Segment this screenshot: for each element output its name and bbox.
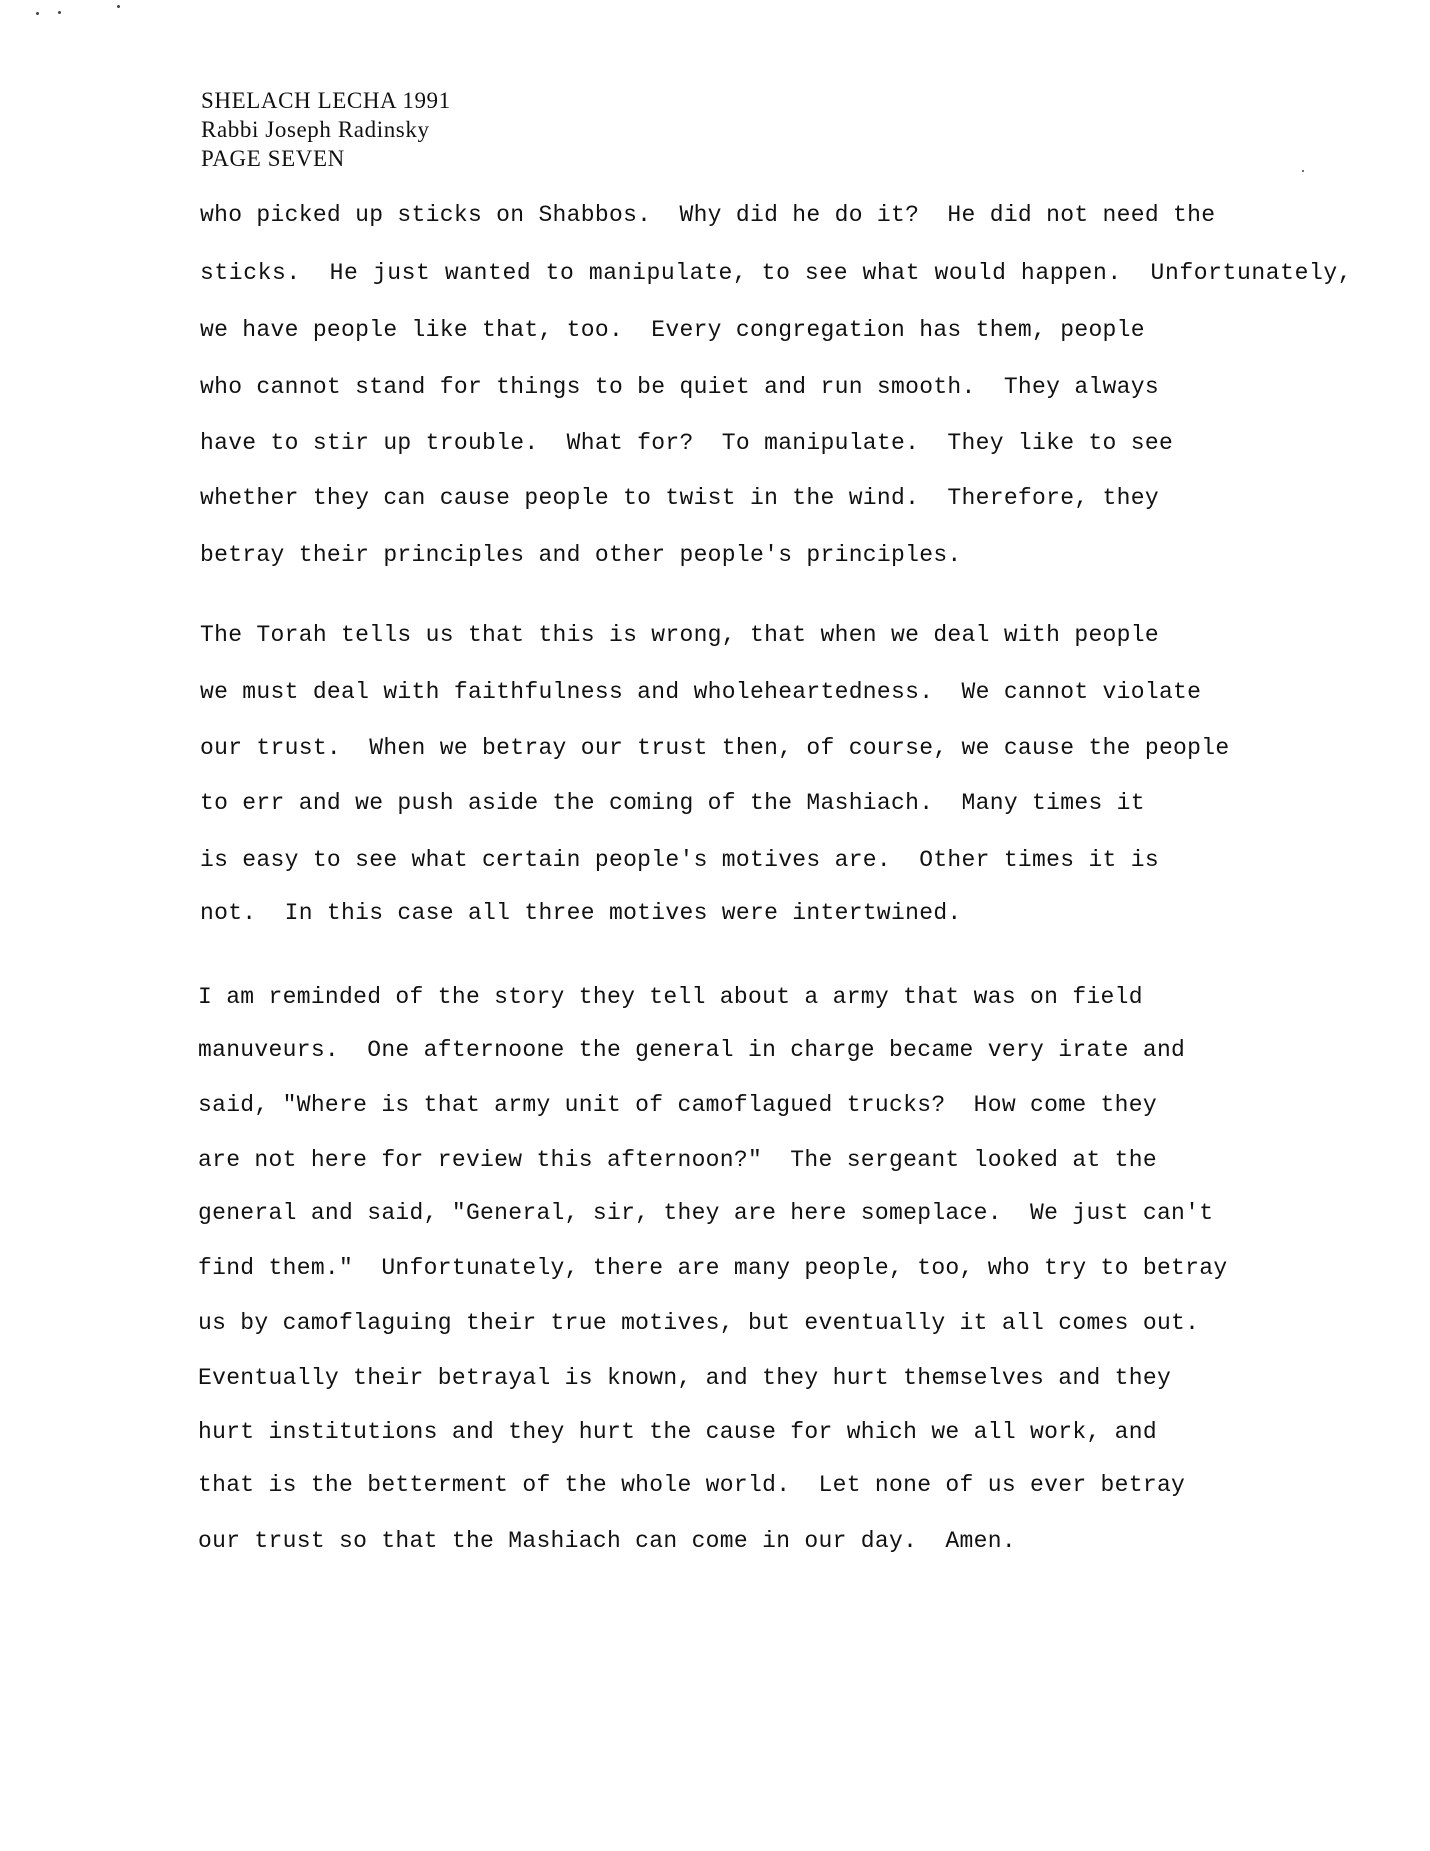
paragraph-3-line: manuveurs. One afternoone the general in charge became very irate and: [198, 1037, 1186, 1063]
paragraph-3-line: us by camoflaguing their true motives, but eventually it all comes out.: [198, 1310, 1200, 1336]
scan-speck: [1302, 170, 1304, 172]
paragraph-2-line: our trust. When we betray our trust then, of course, we cause the people: [200, 735, 1230, 761]
paragraph-3-line: hurt institutions and they hurt the cause for which we all work, and: [198, 1419, 1157, 1445]
paragraph-2-line: The Torah tells us that this is wrong, that when we deal with people: [200, 622, 1159, 648]
scan-speck: [58, 11, 61, 14]
paragraph-1-line: we have people like that, too. Every congregation has them, people: [200, 317, 1145, 343]
scan-speck: [117, 5, 120, 8]
paragraph-2-line: to err and we push aside the coming of the Mashiach. Many times it: [200, 790, 1145, 816]
sermon-title: SHELACH LECHA 1991: [201, 88, 451, 113]
paragraph-1-line: have to stir up trouble. What for? To manipulate. They like to see: [200, 430, 1174, 456]
paragraph-1-line: whether they can cause people to twist in the wind. Therefore, they: [200, 485, 1159, 511]
paragraph-2-line: is easy to see what certain people's motives are. Other times it is: [200, 847, 1159, 873]
paragraph-3-line: find them." Unfortunately, there are many people, too, who try to betray: [198, 1255, 1228, 1281]
paragraph-1-line: betray their principles and other people's principles.: [200, 542, 962, 568]
page-label: PAGE SEVEN: [201, 146, 345, 171]
paragraph-1-line: sticks. He just wanted to manipulate, to see what would happen. Unfortunately,: [200, 260, 1353, 286]
paragraph-3-line: I am reminded of the story they tell about a army that was on field: [198, 984, 1143, 1010]
paragraph-3-line: are not here for review this afternoon?" The sergeant looked at the: [198, 1147, 1157, 1173]
paragraph-2-line: we must deal with faithfulness and wholeheartedness. We cannot violate: [200, 679, 1202, 705]
paragraph-3-line: general and said, "General, sir, they are here someplace. We just can't: [198, 1200, 1214, 1226]
document-header: [201, 86, 451, 173]
paragraph-3-line: our trust so that the Mashiach can come in our day. Amen.: [198, 1528, 1016, 1554]
paragraph-3-line: Eventually their betrayal is known, and they hurt themselves and they: [198, 1365, 1172, 1391]
scan-speck: [36, 12, 39, 15]
paragraph-1-line: who picked up sticks on Shabbos. Why did he do it? He did not need the: [200, 202, 1216, 228]
paragraph-2-line: not. In this case all three motives were intertwined.: [200, 900, 962, 926]
paragraph-3-line: that is the betterment of the whole world. Let none of us ever betray: [198, 1472, 1186, 1498]
author-name: Rabbi Joseph Radinsky: [201, 117, 430, 142]
paragraph-3-line: said, "Where is that army unit of camoflagued trucks? How come they: [198, 1092, 1157, 1118]
paragraph-1-line: who cannot stand for things to be quiet and run smooth. They always: [200, 374, 1159, 400]
